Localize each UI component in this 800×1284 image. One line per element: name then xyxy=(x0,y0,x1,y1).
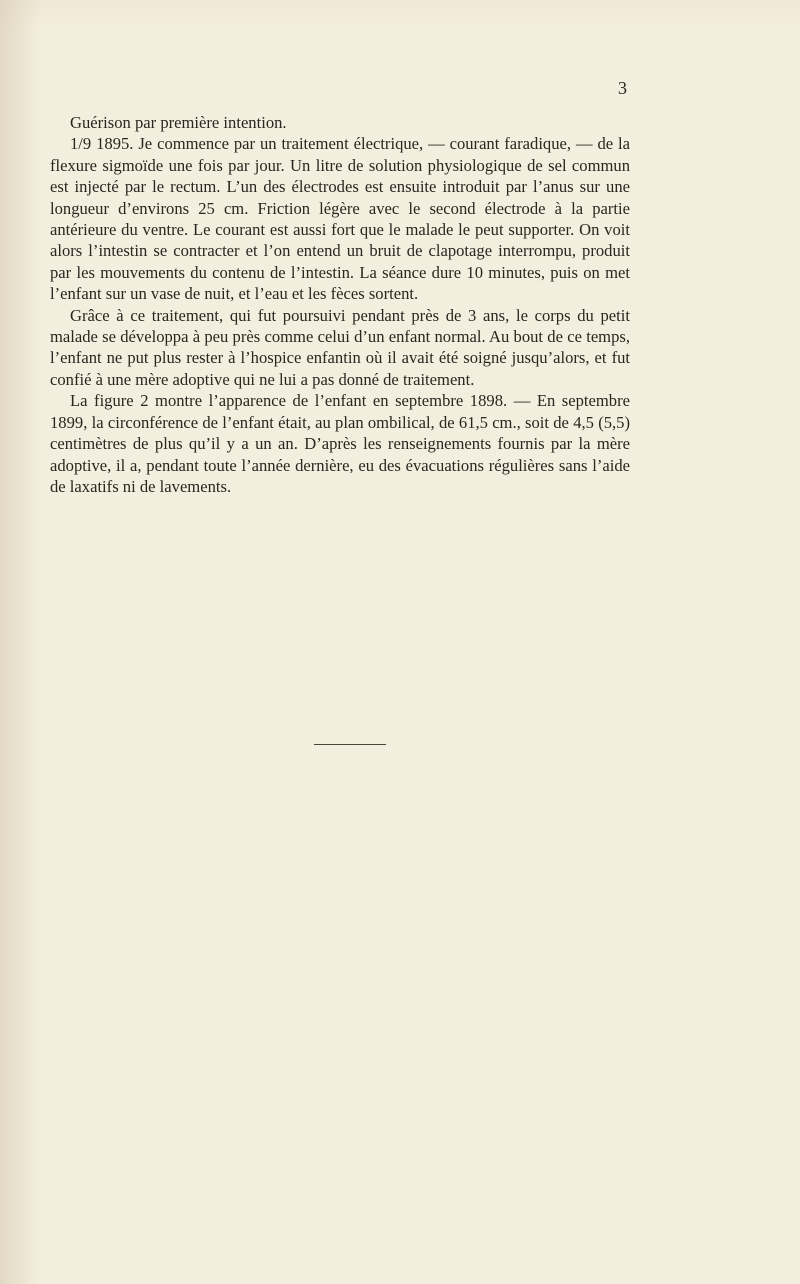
paragraph-figure: La figure 2 montre l’apparence de l’enfant en septembre 1898. — En septembre 1899, la circonférence de l’enfant était, au plan ombilical, de 61,5 cm., soit de 4,5 (5,5) centimètres de plus qu’il y a un an. D’après les renseignements fournis par la mère adoptive, il a, pendant toute l’année dernière, eu des évacuations régulières sans l’aide de laxatifs ni de lavements. xyxy=(50,391,630,496)
footnote-rule xyxy=(314,744,386,745)
paragraph-development: Grâce à ce traitement, qui fut poursuivi pendant près de 3 ans, le corps du petit malade se développa à peu près comme celui d’un enfant normal. Au bout de ce temps, l’enfant ne put plus rester à l’hospice enfantin où il avait été soigné jusqu’alors, et fut confié à une mère adoptive qui ne lui a pas donné de traitement. xyxy=(50,305,630,389)
paragraph-treatment: 1/9 1895. Je commence par un traitement électrique, — courant faradique, — de la flexure sigmoïde une fois par jour. Un litre de solution physiologique de sel commun est injecté par le rectum. L’un des électrodes est ensuite introduit par l’anus sur une longueur d’environs 25 cm. Friction légère avec le second électrode à la partie antérieure du ventre. Le courant est aussi fort que le malade le peut supporter. On voit alors l’intestin se contracter et l’on entend un bruit de clapotage interrompu, produit par les mouvements du contenu de l’intestin. La séance dure 10 minutes, puis on met l’enfant sur un vase de nuit, et l’eau et les fèces sortent. xyxy=(50,134,630,304)
paragraph-heading: Guérison par première intention. xyxy=(70,113,287,132)
page-number: 3 xyxy=(618,78,628,98)
body-text xyxy=(50,112,630,497)
